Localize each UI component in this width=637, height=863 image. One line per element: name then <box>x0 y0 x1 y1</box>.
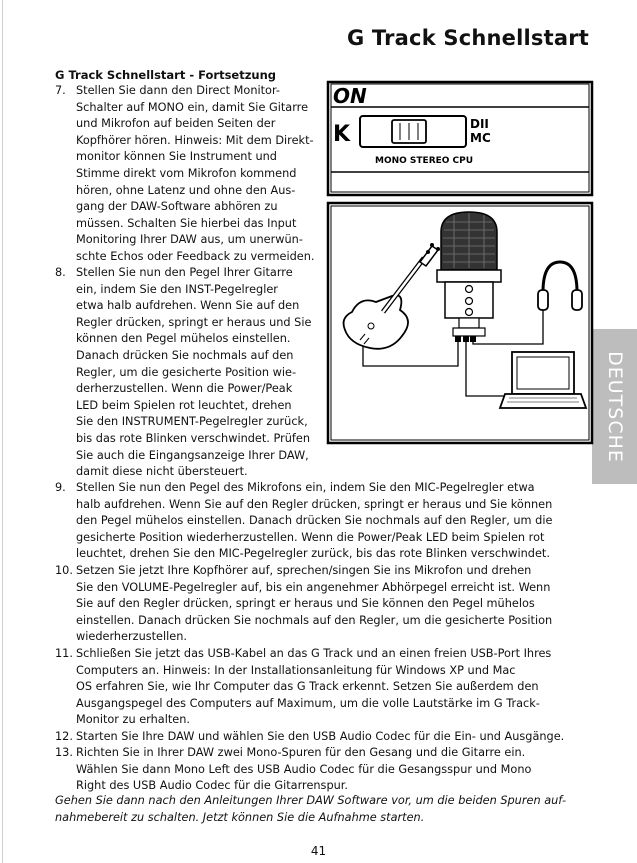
page-number: 41 <box>310 844 327 858</box>
text-line: Computers an. Hinweis: In der Installationsanleitung für Windows XP und Mac <box>76 663 516 677</box>
text-line: schte Echos oder Feedback zu vermeiden. <box>76 249 315 263</box>
text-line: ein, indem Sie den INST-Pegelregler <box>76 282 278 296</box>
text-line: hören, ohne Latenz und ohne den Aus- <box>76 183 296 197</box>
text-line: und Mikrofon auf beiden Seiten der <box>76 117 276 131</box>
text-line: OS erfahren Sie, wie Ihr Computer das G Track erkennt. Setzen Sie außerdem den <box>76 680 539 694</box>
switch-position-labels: MONO STEREO CPU <box>375 156 474 166</box>
text-line: bis das rote Blinken verschwindet. Prüfen <box>76 431 310 445</box>
step-number: 12. <box>55 730 73 743</box>
text-line: Gehen Sie dann nach den Anleitungen Ihrer DAW Software vor, um die beiden Spuren auf- <box>55 794 567 807</box>
text-line: Stellen Sie nun den Pegel des Mikrofons ein, indem Sie den MIC-Pegelregler etwa <box>76 481 535 494</box>
text-line: Right des USB Audio Codec für die Gitarrenspur. <box>76 779 348 793</box>
text-line: müssen. Schalten Sie hierbei das Input <box>76 216 297 230</box>
text-line: monitor können Sie Instrument und <box>76 150 277 164</box>
text-line: Sie auf den Regler drücken, springt er heraus und Sie können den Pegel mühelos <box>76 597 535 611</box>
setup-diagram <box>328 203 592 443</box>
text-line: damit diese nicht übersteuert. <box>76 465 248 479</box>
text-line: Stellen Sie nun den Pegel Ihrer Gitarre <box>76 266 293 279</box>
text-line: Monitoring Ihrer DAW aus, um unerwün- <box>76 233 303 247</box>
text-line: können den Pegel mühelos einstellen. <box>76 332 291 346</box>
text-line: Sie den INSTRUMENT-Pegelregler zurück, <box>76 415 308 429</box>
step-number: 13. <box>55 746 73 759</box>
text-line: Monitor zu erhalten. <box>76 713 190 727</box>
text-line: wiederherzustellen. <box>76 630 187 644</box>
text-line: gang der DAW-Software abhören zu <box>76 200 278 214</box>
text-line: Sie auch die Eingangsanzeige Ihrer DAW, <box>76 448 309 462</box>
text-line: nahmebereit zu schalten. Jetzt können Sie die Aufnahme starten. <box>55 810 425 824</box>
text-line: Kopfhörer hören. Hinweis: Mit dem Direkt- <box>76 133 314 147</box>
text-line: Schalter auf MONO ein, damit Sie Gitarre <box>76 100 309 114</box>
text-line: Setzen Sie jetzt Ihre Kopfhörer auf, sprechen/singen Sie ins Mikrofon und drehen <box>76 564 532 577</box>
section-heading: G Track Schnellstart - Fortsetzung <box>55 68 277 82</box>
text-line: einstellen. Danach drücken Sie nochmals auf den Regler, um die gesicherte Position <box>76 613 553 627</box>
text-line: Regler drücken, springt er heraus und Sie <box>76 315 312 329</box>
text-line: Richten Sie in Ihrer DAW zwei Mono-Spuren für den Gesang und die Gitarre ein. <box>76 746 526 759</box>
cable-plugs <box>455 336 476 342</box>
language-tab-label: DEUTSCHE <box>603 350 626 463</box>
step-number: 9. <box>55 481 66 494</box>
text-line: Schließen Sie jetzt das USB-Kabel an das G Track und an einen freien USB-Port Ihres <box>76 647 552 660</box>
step-number: 7. <box>55 84 66 97</box>
laptop-icon <box>500 352 586 408</box>
step-number: 10. <box>55 564 73 577</box>
text-line: Regler, um die gesicherte Position wie- <box>76 365 297 379</box>
panel-letter-k: K <box>333 122 351 147</box>
text-line: LED beim Spielen rot leuchtet, drehen <box>76 398 292 412</box>
text-line: Stimme direkt vom Mikrofon kommend <box>76 166 297 180</box>
text-line: Ausgangspegel des Computers auf Maximum, um die volle Lautstärke im G Track- <box>76 696 540 710</box>
text-line: Sie den VOLUME-Pegelregler auf, bis ein angenehmer Abhörpegel erreicht ist. Wenn <box>76 580 551 594</box>
text-line: Danach drücken Sie nochmals auf den <box>76 348 294 362</box>
device-switch-illustration <box>328 82 592 195</box>
step-number: 8. <box>55 266 66 279</box>
text-line: den Pegel mühelos einstellen. Danach drücken Sie nochmals auf den Regler, um die <box>76 514 553 528</box>
text-line: leuchtet, drehen Sie den MIC-Pegelregler zurück, bis das rote Blinken verschwindet. <box>76 547 550 561</box>
microphone-icon <box>437 212 501 336</box>
page-title: G Track Schnellstart <box>346 26 589 50</box>
brand-fragment: ON <box>333 84 367 108</box>
text-line: Wählen Sie dann Mono Left des USB Audio Codec für die Gesangsspur und Mono <box>76 762 532 776</box>
text-line: halb aufdrehen. Wenn Sie auf den Regler drücken, springt er heraus und Sie können <box>76 497 553 511</box>
text-line: derherzustellen. Wenn die Power/Peak <box>76 382 293 396</box>
text-line: gesicherte Position wiederherzustellen. Wenn die Power/Peak LED beim Spielen rot <box>76 530 545 544</box>
direct-monitor-label-2: MC <box>470 131 491 145</box>
text-line: Starten Sie Ihre DAW und wählen Sie den USB Audio Codec für die Ein- und Ausgänge. <box>76 730 565 743</box>
text-line: Stellen Sie dann den Direct Monitor- <box>76 84 280 97</box>
direct-monitor-label-1: DII <box>470 117 489 131</box>
step-number: 11. <box>55 647 73 660</box>
text-line: etwa halb aufdrehen. Wenn Sie auf den <box>76 299 300 313</box>
